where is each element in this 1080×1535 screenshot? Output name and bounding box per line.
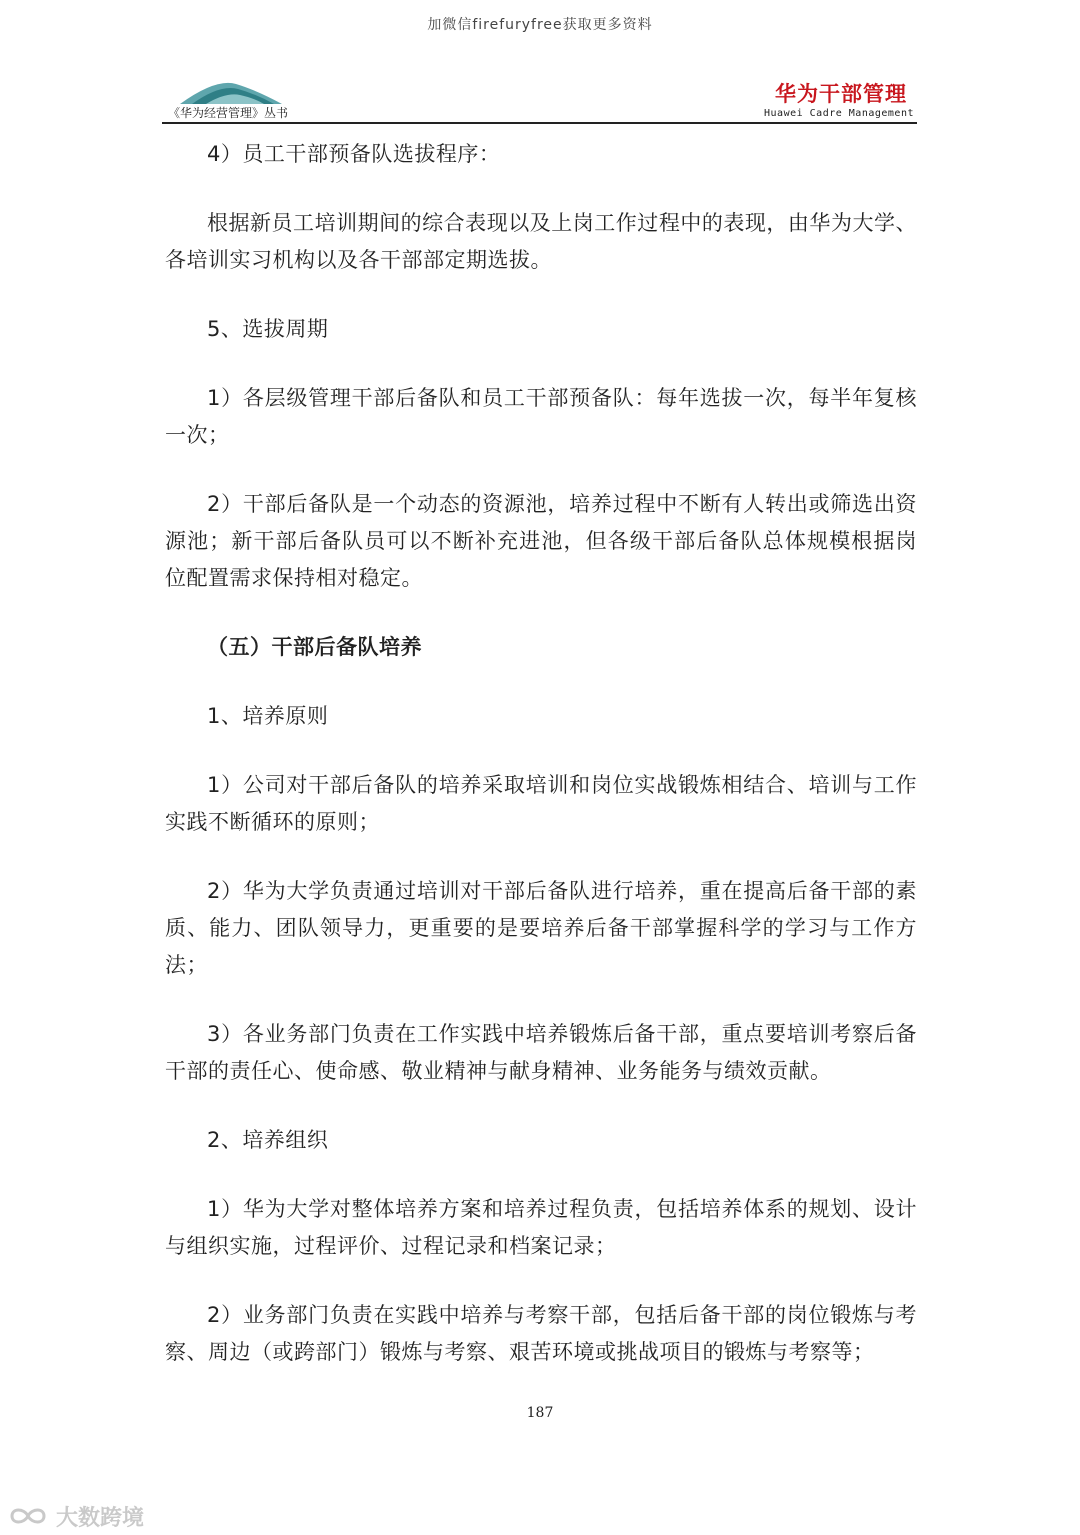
body-paragraph: 4）员工干部预备队选拔程序： [207,142,501,166]
body-paragraph: 根据新员工培训期间的综合表现以及上岗工作过程中的表现，由华为大学、各培训实习机构以及各干部部定期选拔。 [165,211,917,272]
body-paragraph: 2）华为大学负责通过培训对干部后备队进行培养，重在提高后备干部的素质、能力、团队领导力，更重要的是要培养后备干部掌握科学的学习与工作方法； [165,879,917,977]
body-paragraph: 1、培养原则 [207,704,329,728]
body-paragraph: 3）各业务部门负责在工作实践中培养锻炼后备干部，重点要培训考察后备干部的责任心、使命感、敬业精神与献身精神、业务能务与绩效贡献。 [165,1022,917,1083]
body-paragraph: 1）各层级管理干部后备队和员工干部预备队：每年选拔一次，每半年复核一次； [165,386,917,447]
book-title: 华为干部管理 [775,82,907,106]
body-paragraph: 5、选拔周期 [207,317,329,341]
page-header [162,60,917,124]
page-number: 187 [526,1405,554,1421]
document-body [165,136,917,1403]
body-paragraph: 1）华为大学对整体培养方案和培养过程负责，包括培养体系的规划、设计与组织实施，过程评价、过程记录和档案记录； [165,1197,917,1258]
body-paragraph: 2）业务部门负责在实践中培养与考察干部，包括后备干部的岗位锻炼与考察、周边（或跨部门）锻炼与考察、艰苦环境或挑战项目的锻炼与考察等； [165,1303,917,1364]
footer-watermark-text: 大数跨境 [56,1505,145,1531]
footer-watermark [6,1500,144,1532]
header-divider [162,122,917,124]
infinity-logo-icon [6,1504,50,1528]
book-subtitle: Huawei Cadre Management [764,108,914,119]
body-paragraph: 1）公司对干部后备队的培养采取培训和岗位实战锻炼相结合、培训与工作实践不断循环的原则； [165,773,917,834]
body-paragraph: 2）干部后备队是一个动态的资源池，培养过程中不断有人转出或筛选出资源池；新干部后备队员可以不断补充进池，但各级干部后备队总体规模根据岗位配置需求保持相对稳定。 [165,492,917,590]
series-label: 《华为经营管理》丛书 [168,106,289,120]
section-heading: （五）干部后备队培养 [207,635,422,659]
body-paragraph: 2、培养组织 [207,1128,329,1152]
top-watermark-text: 加微信firefuryfree获取更多资料 [427,17,653,33]
